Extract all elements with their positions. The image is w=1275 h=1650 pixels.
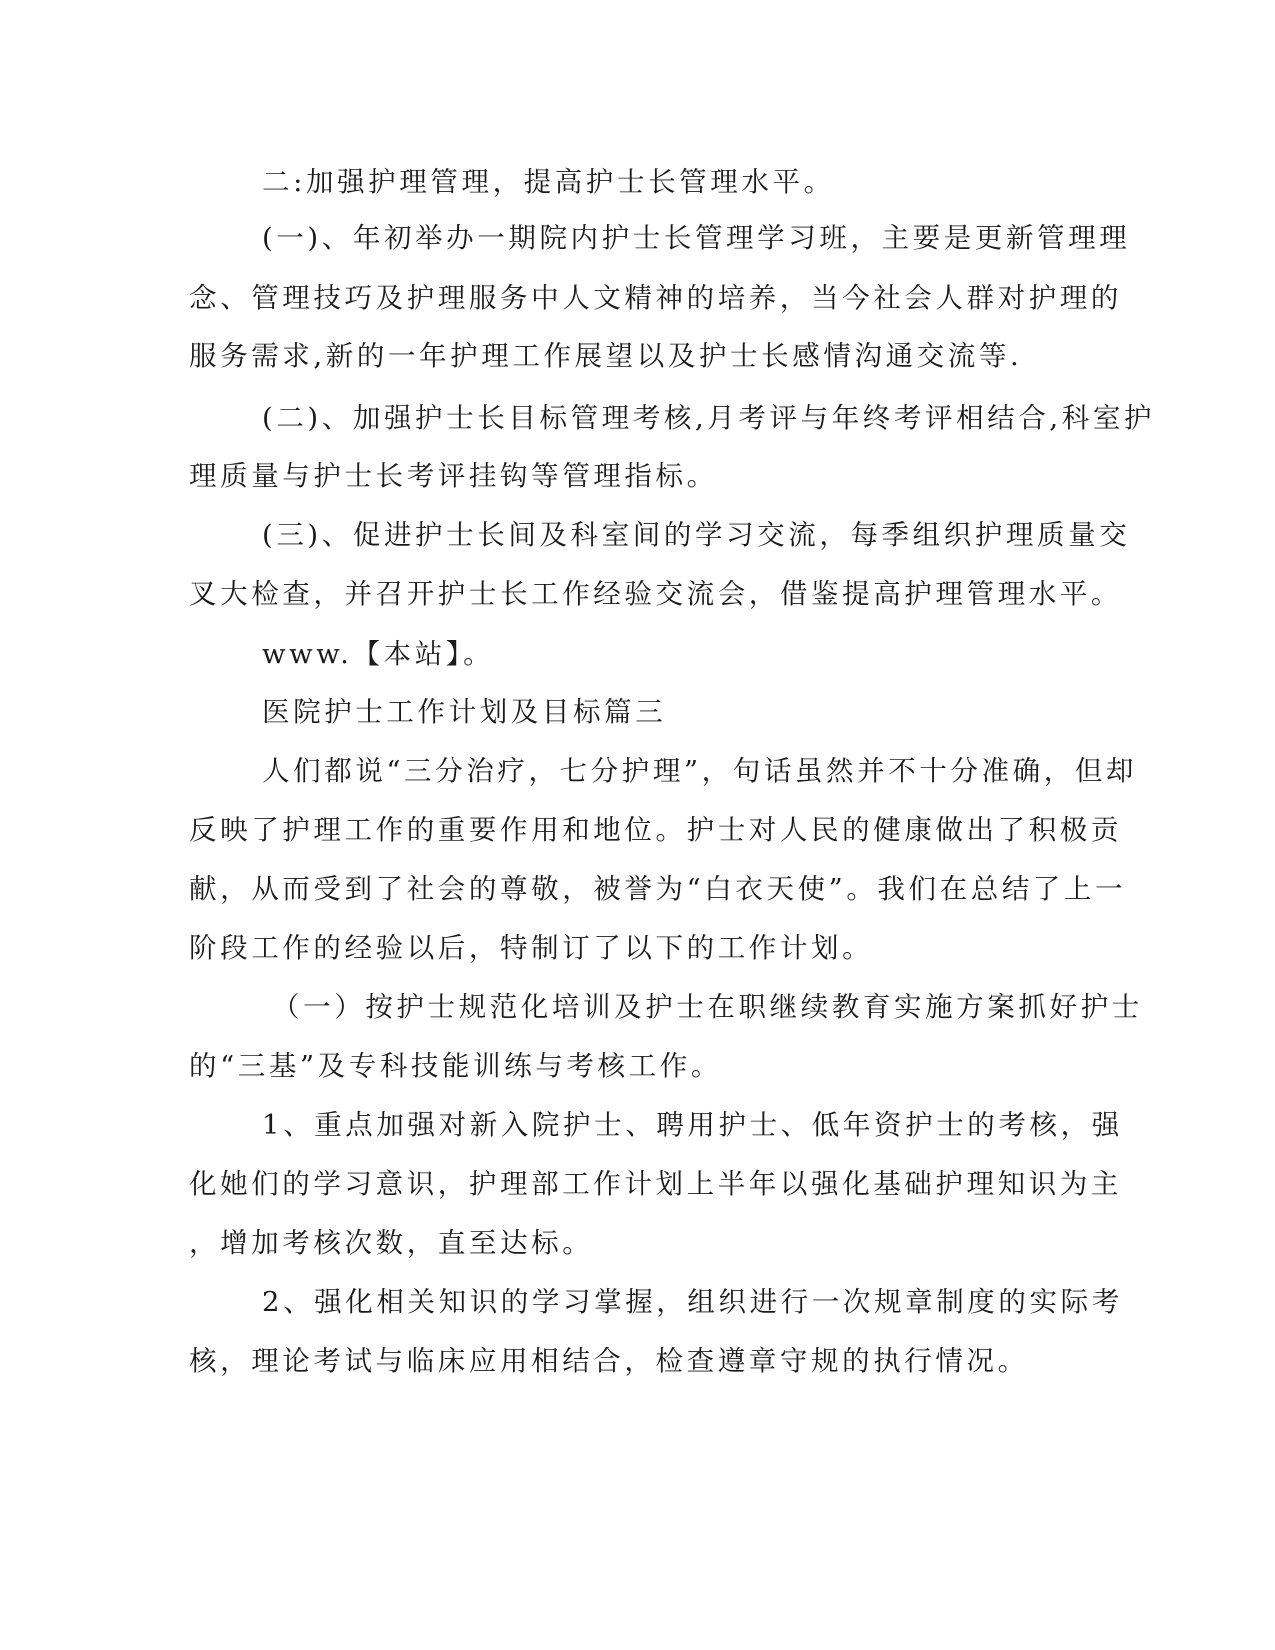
paragraph-line: 化她们的学习意识，护理部工作计划上半年以强化基础护理知识为主 bbox=[189, 1168, 1122, 1200]
list-item: 2、强化相关知识的学习掌握，组织进行一次规章制度的实际考 bbox=[262, 1286, 1123, 1318]
paragraph-line: (三)、促进护士长间及科室间的学习交流，每季组织护理质量交 bbox=[262, 519, 1131, 551]
paragraph-line: 服务需求,新的一年护理工作展望以及护士长感情沟通交流等. bbox=[189, 340, 1023, 372]
paragraph-line: 核，理论考试与临床应用相结合，检查遵章守规的执行情况。 bbox=[189, 1345, 1029, 1377]
paragraph-line: 反映了护理工作的重要作用和地位。护士对人民的健康做出了积极贡 bbox=[189, 814, 1122, 846]
paragraph-line: ，增加考核次数，直至达标。 bbox=[189, 1227, 594, 1259]
section-heading: 二:加强护理管理，提高护士长管理水平。 bbox=[262, 166, 835, 198]
section-title: 医院护士工作计划及目标篇三 bbox=[262, 696, 667, 728]
list-item: 1、重点加强对新入院护士、聘用护士、低年资护士的考核，强 bbox=[262, 1109, 1123, 1141]
paragraph-line: 人们都说“三分治疗，七分护理”，句话虽然并不十分准确，但却 bbox=[262, 755, 1138, 787]
paragraph-line: 理质量与护士长考评挂钩等管理指标。 bbox=[189, 460, 718, 492]
paragraph-line: 叉大检查，并召开护士长工作经验交流会，借鉴提高护理管理水平。 bbox=[189, 578, 1122, 610]
paragraph-line: (一)、年初举办一期院内护士长管理学习班，主要是更新管理理 bbox=[262, 222, 1131, 254]
paragraph-line: 的“三基”及专科技能训练与考核工作。 bbox=[189, 1050, 722, 1082]
paragraph-line: （一）按护士规范化培训及护士在职继续教育实施方案抓好护士 bbox=[272, 991, 1143, 1023]
site-mark: www.【本站】。 bbox=[262, 638, 495, 670]
paragraph-line: 阶段工作的经验以后，特制订了以下的工作计划。 bbox=[189, 932, 874, 964]
paragraph-line: (二)、加强护士长目标管理考核,月考评与年终考评相结合,科室护 bbox=[262, 402, 1156, 434]
paragraph-line: 念、管理技巧及护理服务中人文精神的培养，当今社会人群对护理的 bbox=[189, 282, 1122, 314]
paragraph-line: 献，从而受到了社会的尊敬，被誉为“白衣天使”。我们在总结了上一 bbox=[189, 873, 1127, 905]
